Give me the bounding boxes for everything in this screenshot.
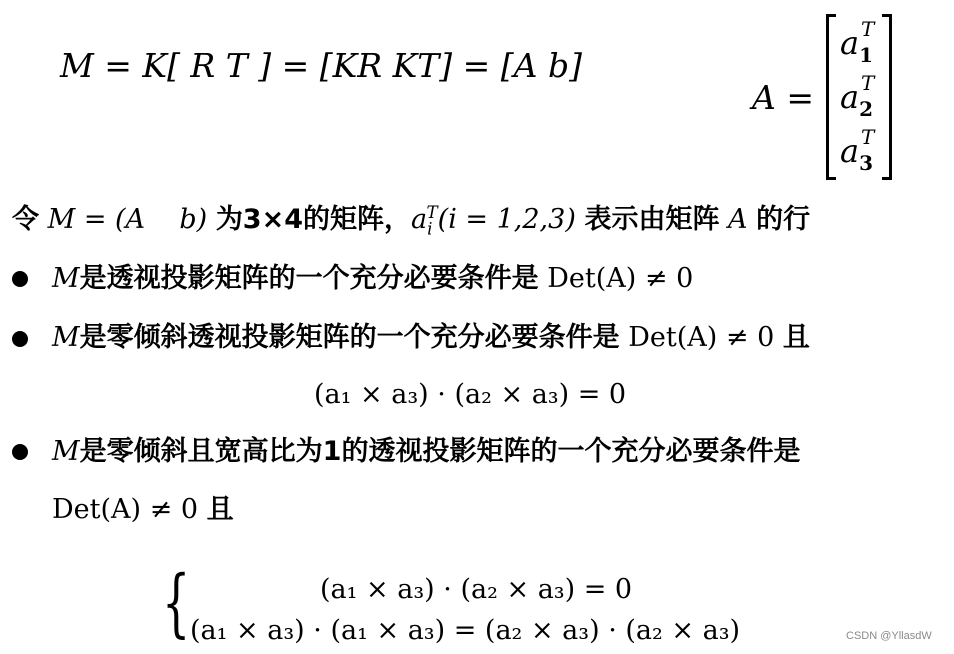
intro-math-m: M = (A b) bbox=[47, 204, 208, 235]
bullet-1-text: 是透视投影矩阵的一个充分必要条件是 bbox=[79, 263, 539, 294]
bullet-2-cond: Det(A) ≠ 0 bbox=[628, 322, 775, 353]
bullet-dot-3 bbox=[12, 444, 28, 460]
intro-text-1: 为3×4的矩阵， bbox=[215, 204, 412, 235]
intro-text-3: 的行 bbox=[756, 204, 811, 235]
matrix-left-bracket bbox=[826, 14, 836, 180]
matrix-row-2: $a_2^T$ bbox=[840, 71, 875, 121]
intro-text-2: 表示由矩阵 bbox=[584, 204, 720, 235]
matrix-lhs: A = bbox=[752, 78, 814, 117]
bullet-3-cond: Det(A) ≠ 0 bbox=[52, 494, 199, 525]
zero-skew-equation: (a₁ × a₃) · (a₂ × a₃) = 0 bbox=[314, 379, 627, 410]
bullet-3-continuation bbox=[52, 493, 234, 527]
bullet-1-math: M bbox=[52, 263, 80, 294]
system-line-2: (a₁ × a₃) · (a₁ × a₃) = (a₂ × a₃) · (a₂ × a₃) bbox=[190, 615, 741, 646]
matrix-row-1: $a_1^T$ bbox=[840, 17, 875, 67]
system-brace: { bbox=[162, 560, 191, 646]
bullet-3 bbox=[52, 435, 800, 469]
intro-math-a: A bbox=[728, 204, 748, 235]
bullet-2-tail: 且 bbox=[782, 322, 810, 353]
bullet-1 bbox=[52, 262, 693, 296]
intro-line bbox=[12, 203, 810, 237]
bullet-2-text: 是零倾斜透视投影矩阵的一个充分必要条件是 bbox=[79, 322, 620, 353]
bullet-3-math: M bbox=[52, 436, 80, 467]
bullet-3-text: 是零倾斜且宽高比为1的透视投影矩阵的一个充分必要条件是 bbox=[79, 436, 801, 467]
bullet-2-math: M bbox=[52, 322, 80, 353]
intro-math-ai: $a_i^T(i = 1,2,3)$ bbox=[411, 202, 576, 239]
intro-lead: 令 bbox=[12, 204, 39, 235]
bullet-1-cond: Det(A) ≠ 0 bbox=[547, 263, 694, 294]
bullet-dot-1 bbox=[12, 271, 28, 287]
bullet-3-tail: 且 bbox=[206, 494, 234, 525]
watermark: CSDN @YllasdW bbox=[846, 630, 932, 642]
system-line-1: (a₁ × a₃) · (a₂ × a₃) = 0 bbox=[320, 574, 633, 605]
bullet-dot-2 bbox=[12, 331, 28, 347]
projection-equation: M = K[ R T ] = [KR KT] = [A b] bbox=[60, 46, 583, 85]
bullet-2 bbox=[52, 321, 810, 355]
matrix-row-3: $a_3^T$ bbox=[840, 125, 875, 175]
